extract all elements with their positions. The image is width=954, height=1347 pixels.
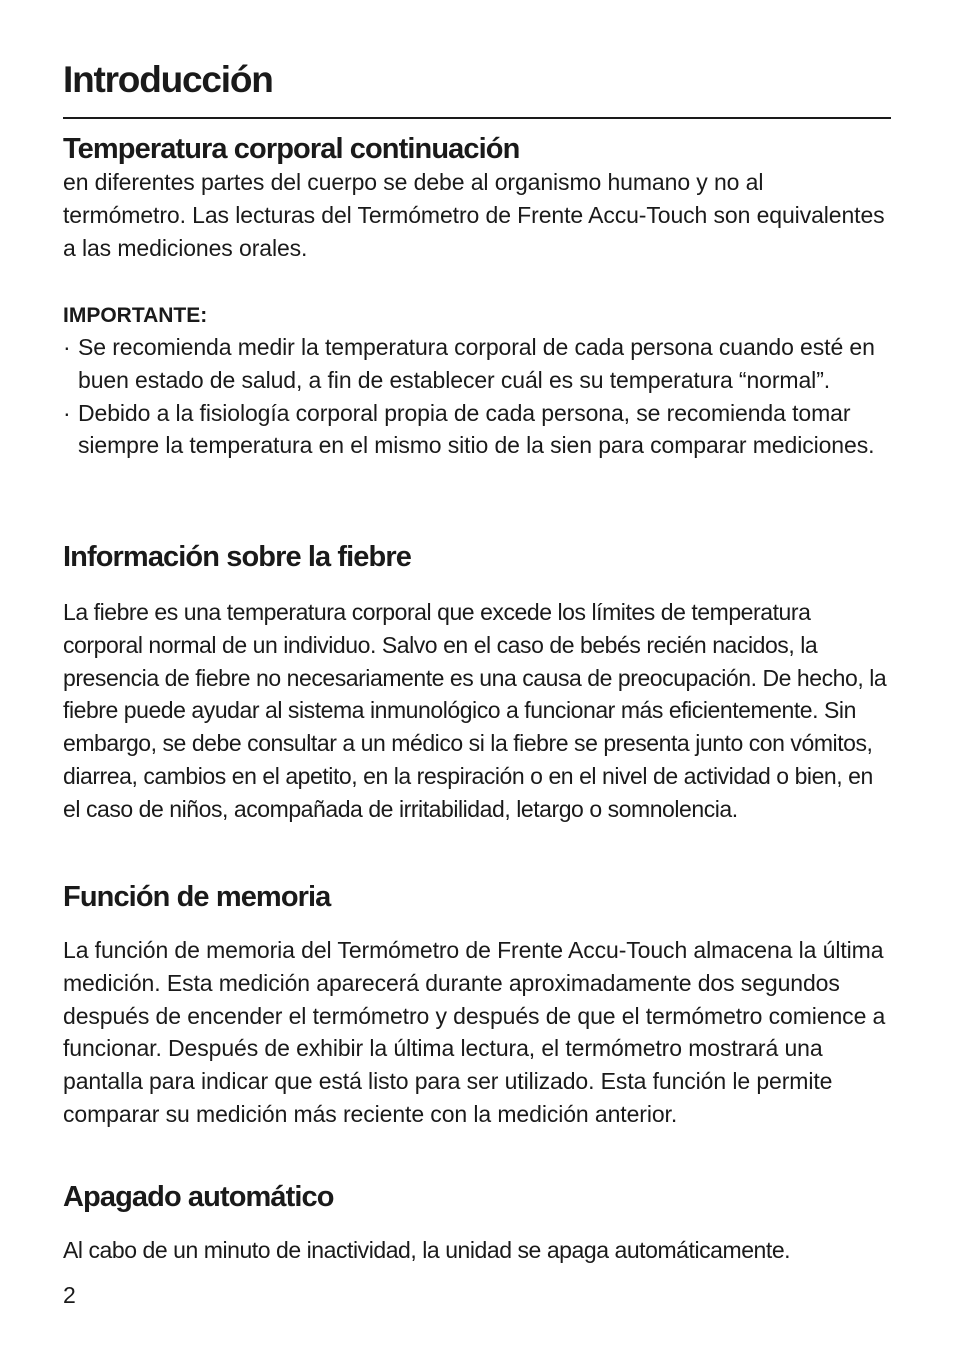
section-heading-auto-off: Apagado automático xyxy=(63,1181,334,1213)
section-body-temperature xyxy=(63,132,891,264)
section-text-fever: La fiebre es una temperatura corporal que excede los límites de temperatura corporal normal de un individuo. Salvo en el caso de bebés recién nacidos, la presencia de fiebre no necesariamente es una causa de preocupación. De hecho, la fiebre puede ayudar al sistema inmunológico a funcionar más eficientemente. Sin embargo, se debe consultar a un médico si la fiebre se presenta junto con vómitos, diarrea, cambios en el apetito, en la respiración o en el nivel de actividad o bien, en el caso de niños, acompañada de irritabilidad, letargo o somnolencia. xyxy=(63,599,887,822)
section-text-memory: La función de memoria del Termómetro de Frente Accu-Touch almacena la última medición. Esta medición aparecerá durante aproximadamente dos segundos después de encender el termómetro y después de que el termómetro comience a funcionar. Después de exhibir la última lectura, el termómetro mostrará una pantalla para indicar que está listo para ser utilizado. Esta función le permite comparar su medición más reciente con la medición anterior. xyxy=(63,937,886,1127)
section-fever xyxy=(63,540,891,826)
title-divider xyxy=(63,117,891,119)
list-item xyxy=(63,331,891,397)
page-title: Introducción xyxy=(63,59,273,100)
important-notes xyxy=(63,301,891,462)
section-text-body-temperature: en diferentes partes del cuerpo se debe al organismo humano y no al termómetro. Las lecturas del Termómetro de Frente Accu-Touch son equivalentes a las mediciones orales. xyxy=(63,169,885,261)
section-auto-off xyxy=(63,1180,891,1267)
section-memory xyxy=(63,880,891,1131)
bullet-dot-icon: · xyxy=(63,334,71,360)
manual-page xyxy=(63,0,891,1347)
important-label: IMPORTANTE: xyxy=(63,304,208,327)
section-text-auto-off: Al cabo de un minuto de inactividad, la unidad se apaga automáticamente. xyxy=(63,1237,791,1263)
section-heading-fever: Información sobre la fiebre xyxy=(63,541,411,573)
list-item xyxy=(63,397,891,463)
list-item-text: Se recomienda medir la temperatura corporal de cada persona cuando esté en buen estado de salud, a fin de establecer cuál es su temperatura “normal”. xyxy=(78,334,875,393)
list-item-text: Debido a la fisiología corporal propia de cada persona, se recomienda tomar siempre la temperatura en el mismo sitio de la sien para comparar mediciones. xyxy=(78,399,875,459)
bullet-dot-icon: · xyxy=(63,399,71,426)
page-number: 2 xyxy=(63,1282,76,1308)
important-list xyxy=(63,331,891,462)
section-heading-body-temperature: Temperatura corporal continuación xyxy=(63,133,520,165)
section-heading-memory: Función de memoria xyxy=(63,881,331,913)
